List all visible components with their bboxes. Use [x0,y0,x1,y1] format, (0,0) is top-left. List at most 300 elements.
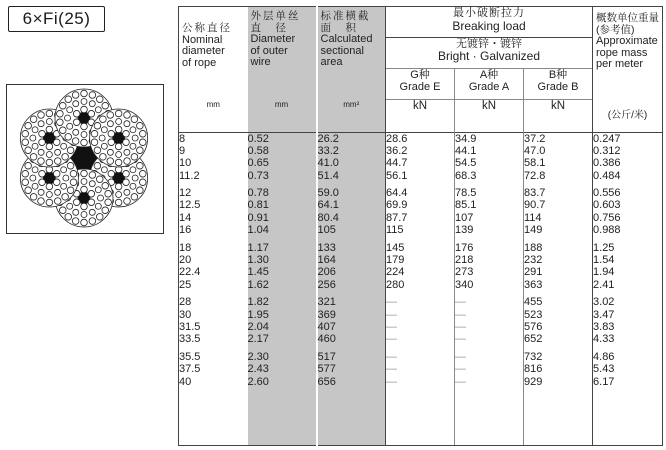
wire [38,121,44,127]
wire [107,112,114,119]
row-group [248,242,316,292]
table-cell: 14 [179,211,192,224]
wire [67,123,73,129]
wire [73,199,80,206]
wire [62,193,69,200]
wire [59,207,66,214]
wire [65,96,72,103]
header-outer-wire-diameter [248,7,317,100]
unit-nominal: mm [179,100,248,133]
wire [130,167,136,173]
wire [81,170,88,177]
wire [25,122,32,129]
area-cn-line1: 标准横截 [320,10,371,22]
wire [39,170,46,177]
wire [107,149,113,155]
table-cell: 51.4 [317,169,339,182]
table-cell: 44.1 [455,144,477,157]
grade-b-en: Grade B [537,81,579,93]
table-cell: 732 [524,350,543,363]
wire [81,219,88,226]
table-cell: 3.47 [593,308,615,321]
table-cell: 1.30 [247,254,269,267]
wire [62,153,69,160]
wire [73,110,80,117]
wire [89,92,96,99]
header-bright-galvanized [386,38,593,69]
wire [105,199,112,206]
wire [22,139,29,146]
column-grade-e [386,132,455,446]
table-cell: 30 [179,308,192,321]
row-group [455,351,523,388]
wire [139,130,146,137]
table-cell: 455 [524,296,543,309]
wire [108,139,115,146]
unit-outer: mm [248,100,317,133]
wire [132,135,138,141]
wire [107,121,113,127]
table-cell: 72.8 [524,169,546,182]
row-group [524,296,592,346]
table-cell: 22.4 [179,266,201,279]
wire [94,147,101,154]
table-cell: 34.9 [455,132,477,145]
row-group [179,242,248,292]
table-cell: 40 [179,375,192,388]
wire [61,143,67,149]
wire [22,170,29,177]
wire [102,102,109,109]
table-cell: 460 [317,333,336,346]
header-grade-b [524,69,593,100]
wire [100,153,107,160]
wire [89,209,95,215]
column-sectional-area [317,132,386,446]
table-cell: — [386,363,397,376]
table-cell: 58.1 [524,157,546,170]
row-group [524,187,592,237]
wire [59,127,66,134]
wire [89,172,96,179]
wire [81,106,88,113]
wire [81,179,87,185]
table-cell: 26.2 [317,132,339,145]
table-cell: 1.17 [247,241,269,254]
wire [100,116,107,123]
wire [22,179,29,186]
header-sectional-area [317,7,386,100]
wire [108,130,115,137]
table-cell: 1.54 [593,254,615,267]
wire [46,126,53,133]
table-cell: — [455,308,466,321]
wire [46,159,53,166]
table-cell: 369 [317,308,336,321]
table-cell: — [455,375,466,388]
wire [101,167,107,173]
wire [81,186,88,193]
wire [116,119,122,125]
wire [72,138,79,145]
wire [102,182,109,189]
table-cell: 33.2 [317,144,339,157]
wire [46,110,53,117]
area-en-line3: area [320,56,343,68]
wire [73,129,79,135]
table-cell: — [386,320,397,333]
row-group [318,296,386,346]
row-group [386,351,454,388]
row-group [455,187,523,237]
wire [63,175,69,181]
table-cell: — [455,296,466,309]
wire [96,176,103,183]
wire [38,158,45,165]
product-code-title: 6×Fi(25) [8,6,105,32]
wire [130,127,136,133]
row-group [455,242,523,292]
row-group [318,187,386,237]
table-cell: 145 [386,241,405,254]
mass-en-line2: rope mass [596,46,648,59]
table-cell: 16 [179,224,192,237]
wire [32,167,38,173]
wire [89,218,96,225]
mass-cn-line1: 概数单位重量 [596,12,660,24]
wire [115,110,122,117]
mass-en-line1: Approximate [596,35,658,47]
table-cell: 523 [524,308,543,321]
table-cell: 149 [524,224,543,237]
wire [38,149,44,155]
wire [115,126,122,133]
row-group [248,187,316,237]
table-cell: 816 [524,363,543,376]
wire [67,107,73,113]
table-cell: 0.73 [247,169,269,182]
header-grade-e [386,69,455,100]
units-row [179,100,663,133]
table-cell: 3.83 [593,320,615,333]
wire [116,152,122,158]
table-cell: 44.7 [386,157,408,170]
table-cell: 107 [455,211,474,224]
mass-cn-line2: (参考值) [596,23,635,36]
table-cell: 12 [179,187,192,200]
breaking-load-en: Breaking load [452,19,526,33]
wire [30,153,37,160]
table-cell: 164 [317,254,336,267]
wire [81,132,87,138]
wire [57,119,64,126]
wire [67,203,73,209]
table-cell: 2.30 [247,350,269,363]
wire [89,181,95,187]
table-cell: 232 [524,254,543,267]
table-cell: 929 [524,375,543,388]
table-cell: 4.86 [593,350,615,363]
table-cell: 114 [524,211,542,224]
wire [81,123,88,130]
wire [107,158,114,165]
wire [39,139,46,146]
wire [102,207,109,214]
wire [115,199,122,206]
table-cell: 4.33 [593,333,615,346]
table-cell: 41.0 [317,157,339,170]
table-cell: 47.0 [524,144,546,157]
table-cell: 576 [524,320,543,333]
wire [137,147,144,154]
wire-rope-spec-table [178,6,663,446]
wire [32,127,38,133]
unit-kn-grade-b: kN [524,100,593,133]
wire [88,199,95,206]
table-cell: 0.81 [247,199,269,212]
table-cell: 0.756 [593,211,621,224]
wire [55,189,61,195]
table-cell: 28 [179,296,192,309]
grade-b-cn: B种 [548,69,568,81]
grade-a-cn: A种 [479,69,499,81]
wire [91,139,98,146]
wire [123,170,130,177]
bright-galvanized-en: Bright · Galvanized [437,49,541,63]
header-rope-mass [593,7,663,100]
table-cell: 0.386 [593,157,621,170]
table-cell: 8 [179,132,186,145]
wire [39,130,46,137]
table-cell: 2.60 [247,375,269,388]
wire [46,192,52,198]
nominal-en-line1: Nominal [182,33,223,46]
wire [46,152,52,158]
wire [25,187,32,194]
row-group [593,187,662,237]
wire [67,147,74,154]
wire [137,187,144,194]
wire [30,175,36,181]
row-group [248,296,316,346]
table-cell: 59.0 [317,187,339,200]
row-group [593,242,662,292]
table-cell: 407 [317,320,336,333]
table-cell: 0.58 [247,144,269,157]
wire [46,199,53,206]
unit-mass: (公斤/米) [593,100,663,133]
wire [139,139,146,146]
wire [67,162,74,169]
table-cell: — [455,333,466,346]
table-cell: 35.5 [179,350,201,363]
unit-kn-grade-a: kN [455,100,524,133]
table-cell: 179 [386,254,405,267]
wire [137,162,144,169]
row-group [593,133,662,183]
wire [123,179,130,186]
table-cell: 37.5 [179,363,201,376]
row-group [318,351,386,388]
wire [130,143,136,149]
breaking-load-cn: 最小破断拉力 [453,7,525,19]
wire [65,213,72,220]
table-cell: 2.43 [247,363,269,376]
table-cell: 0.91 [247,211,269,224]
table-cell: 0.988 [593,224,621,237]
nominal-en-line2: diameter [182,45,225,57]
table-cell: 18 [179,241,192,254]
wire [131,153,138,160]
table-cell: 577 [317,363,336,376]
table-cell: 0.65 [247,157,269,170]
grade-e-en: Grade E [399,81,441,93]
table-cell: 5.43 [593,363,615,376]
wire [73,209,79,215]
wire [39,179,46,186]
row-group [179,351,248,388]
table-cell: — [386,350,397,363]
table-cell: 6.17 [593,375,615,388]
table-cell: 12.5 [179,199,201,212]
wire [96,96,103,103]
row-group [386,187,454,237]
wire [131,116,138,123]
bright-galvanized-cn: 无镀锌・镀锌 [456,38,522,50]
table-cell: 1.45 [247,266,269,279]
wire [55,149,61,155]
table-cell: 321 [317,296,336,309]
table-cell: 0.52 [247,132,269,145]
table-cell: 517 [317,350,336,363]
wire [108,170,115,177]
column-nominal-diameter [179,132,248,446]
wire [124,189,130,195]
wire [124,121,130,127]
table-cell: 224 [386,266,405,279]
wire [32,183,38,189]
wire [61,183,67,189]
wire [67,187,74,194]
wire [94,162,101,169]
wire [81,99,87,105]
wire [30,116,37,123]
table-cell: 105 [317,224,336,237]
wire [38,112,45,119]
table-cell: 1.25 [593,241,615,254]
row-group [179,187,248,237]
grade-g-cn: G种 [410,69,430,81]
wire [54,198,61,205]
wire [25,162,32,169]
table-cell: 273 [455,266,474,279]
row-group [524,133,592,183]
table-cell: 20 [179,254,192,267]
table-cell: 2.17 [247,333,269,346]
wire [57,110,64,117]
wire [95,187,101,193]
column-grade-a [455,132,524,446]
wire [81,90,88,97]
wire [124,158,131,165]
wire [38,198,45,205]
table-cell: 206 [317,266,336,279]
table-cell: 1.95 [247,308,269,321]
wire [95,203,101,209]
row-group [455,133,523,183]
table-cell: 9 [179,144,186,157]
table-cell: 37.2 [524,132,546,145]
wire [81,139,88,146]
wire [70,179,77,186]
header-breaking-load [386,7,593,38]
row-group [524,242,592,292]
wire [72,92,79,99]
wire [88,190,95,197]
table-cell: 280 [386,278,405,291]
table-cell: 10 [179,157,192,170]
table-cell: 1.62 [247,278,269,291]
table-cell: 0.78 [247,187,269,200]
wire [89,101,95,107]
table-cell: 652 [524,333,543,346]
row-group [455,296,523,346]
table-cell: 133 [317,241,336,254]
wire [115,159,122,166]
table-cell: — [386,375,397,388]
wire [30,193,37,200]
wire [98,195,104,201]
area-en-line1: Calculated [320,33,373,45]
table-cell: 80.4 [317,211,339,224]
table-cell: 28.6 [386,132,408,145]
wire [137,122,144,129]
table-cell: 291 [524,266,543,279]
row-group [248,351,316,388]
wire [81,212,87,218]
wire [101,127,107,133]
table-cell: 1.04 [247,224,269,237]
wire [46,183,53,190]
area-en-line2: sectional [320,44,364,57]
wire [99,135,105,141]
table-cell: 83.7 [524,187,546,200]
table-cell: 139 [455,224,474,237]
table-cell: 0.312 [593,144,621,157]
wire [115,143,122,150]
wire [46,119,52,125]
wire [139,170,146,177]
wire [91,130,98,137]
wire [46,143,53,150]
row-group [524,351,592,388]
rope-cross-section-diagram [6,84,164,234]
table-cell: 188 [524,241,543,254]
wire [32,143,38,149]
wire [81,203,88,210]
row-group [318,242,386,292]
wire [131,193,138,200]
column-grade-b [524,132,593,446]
table-cell: 11.2 [179,169,200,182]
table-cell: 64.1 [317,199,339,212]
table-cell: 25 [179,278,192,291]
wire [116,192,122,198]
table-cell: 1.82 [247,296,269,309]
wire [61,167,67,173]
wire [25,147,32,154]
row-group [179,296,248,346]
